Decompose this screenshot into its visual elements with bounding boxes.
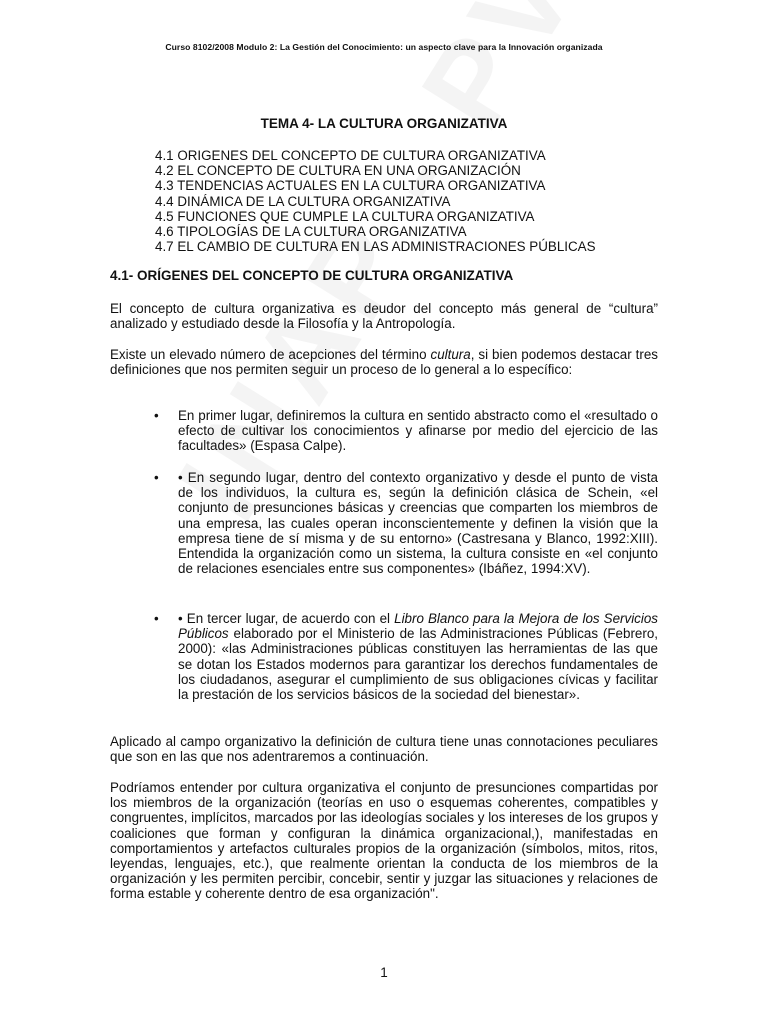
italic-term: cultura: [430, 347, 471, 362]
list-item-text: • En segundo lugar, dentro del contexto organizativo y desde el punto de vista de los individuos, la cultura es, según la definición clásica de Schein, «el conjunto de presunciones básicas y creencias que comparten los miembros de una empresa, las cuales operan inconscientemente y definen la visión que la empresa tiene de sí misma y de su entorno» (Castresana y Blanco, 1992:XIII). Entendida la organización como un sistema, la cultura consiste en «el conjunto de relaciones esenciales entre sus componentes» (Ibáñez, 1994:XV).: [178, 470, 658, 577]
paragraph-definition-cultura-organizativa: Podríamos entender por cultura organizativa el conjunto de presunciones compartidas por los miembros de la organización (teorías en uso o esquemas coherentes, compatibles y congruentes, implícitos, marcados por las ideologías sociales y los intereses de los grupos y coaliciones que forman y configuran la dinámica organizacional,), manifestadas en comportamientos y artefactos culturales propios de la organización (símbolos, mitos, ritos, leyendas, lenguajes, etc.), que realmente orientan la conducta de los miembros de la organización y les permiten percibir, concebir, sentir y juzgar las situaciones y relaciones de forma estable y coherente dentro de esa organización".: [110, 780, 658, 902]
section-heading: 4.1- ORÍGENES DEL CONCEPTO DE CULTURA ORGANIZATIVA: [110, 268, 514, 283]
running-header: Curso 8102/2008 Modulo 2: La Gestión del Conocimiento: un aspecto clave para la Innovación organizada: [165, 42, 603, 52]
text-run: Existe un elevado número de acepciones del término: [110, 347, 431, 362]
bullet-icon: •: [154, 408, 159, 423]
bullet-icon: •: [154, 611, 159, 626]
paragraph-applied: Aplicado al campo organizativo la definición de cultura tiene unas connotaciones peculiares que son en las que nos adentraremos a continuación.: [110, 734, 658, 765]
text-run: • En tercer lugar, de acuerdo con el: [178, 611, 395, 626]
page-number: 1: [380, 965, 388, 980]
paragraph-definitions: [110, 347, 658, 377]
toc-item: 4.2 EL CONCEPTO DE CULTURA EN UNA ORGANIZACIÓN: [155, 163, 521, 179]
list-item-text: [178, 611, 658, 702]
bullet-icon: •: [154, 470, 159, 485]
table-of-contents: [155, 148, 596, 254]
toc-item: 4.1 ORIGENES DEL CONCEPTO DE CULTURA ORGANIZATIVA: [155, 148, 546, 163]
list-item-text: En primer lugar, definiremos la cultura en sentido abstracto como el «resultado o efecto de cultivar los conocimientos y afinarse por medio del ejercicio de las facultades» (Espasa Calpe).: [178, 408, 658, 454]
toc-item: 4.3 TENDENCIAS ACTUALES EN LA CULTURA ORGANIZATIVA: [155, 178, 546, 194]
paragraph-intro: El concepto de cultura organizativa es deudor del concepto más general de “cultura” analizado y estudiado desde la Filosofía y la Antropología.: [110, 301, 658, 332]
toc-item: 4.5 FUNCIONES QUE CUMPLE LA CULTURA ORGANIZATIVA: [155, 208, 535, 224]
page-title: TEMA 4- LA CULTURA ORGANIZATIVA: [260, 116, 508, 131]
toc-item: 4.7 EL CAMBIO DE CULTURA EN LAS ADMINISTRACIONES PÚBLICAS: [155, 239, 596, 255]
italic-title: Libro Blanco para la Mejora de los Servicios Públicos: [178, 611, 658, 642]
toc-item: 4.4 DINÁMICA DE LA CULTURA ORGANIZATIVA: [155, 193, 451, 209]
text-run: , si bien podemos destacar tres definiciones que nos permiten seguir un proceso de lo general a lo específico:: [110, 347, 658, 378]
toc-item: 4.6 TIPOLOGÍAS DE LA CULTURA ORGANIZATIVA: [155, 224, 467, 240]
text-run: elaborado por el Ministerio de las Administraciones Públicas (Febrero, 2000): «las Administraciones públicas constituyen las herramientas de las que se dotan los Estados modernos para garantizar los derechos fundamentales de los ciudadanos, asegurar el cumplimiento de sus obligaciones cívicas y facilitar la prestación de los servicios básicos de la sociedad del bienestar».: [178, 626, 658, 703]
